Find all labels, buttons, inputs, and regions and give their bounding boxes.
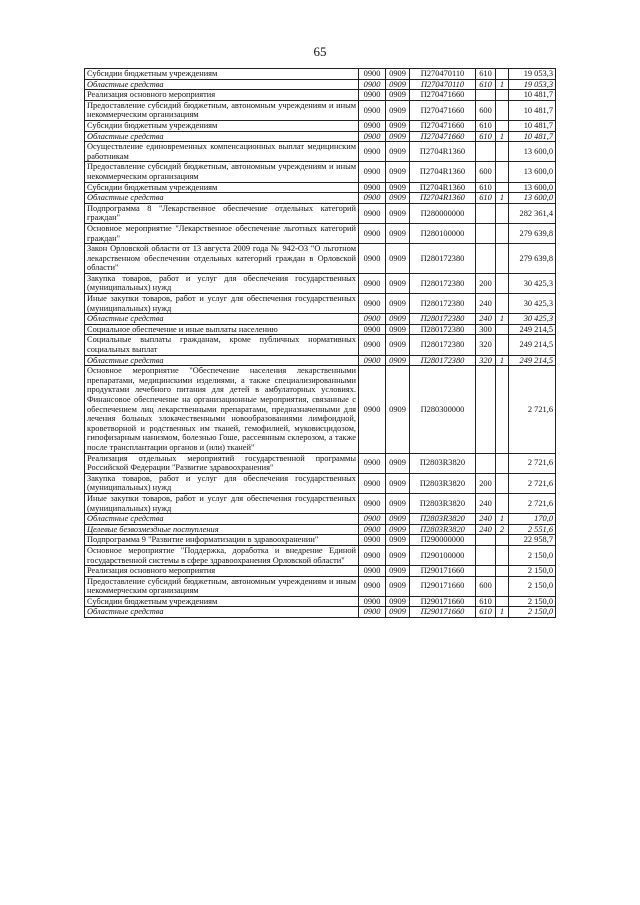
amount: 13 600,0 bbox=[509, 193, 556, 204]
target-article-code: П290000000 bbox=[410, 535, 476, 546]
expense-type-code: 610 bbox=[476, 596, 496, 607]
row-name: Основное мероприятие "Лекарственное обеспечение льготных категорий граждан" bbox=[85, 223, 359, 243]
expense-type-code: 610 bbox=[476, 131, 496, 142]
funding-source-code bbox=[496, 203, 509, 223]
row-name: Реализация основного мероприятия bbox=[85, 566, 359, 577]
funding-source-code: 1 bbox=[496, 314, 509, 325]
row-name: Подпрограмма 8 "Лекарственное обеспечение отдельных категорий граждан" bbox=[85, 203, 359, 223]
funding-source-code bbox=[496, 244, 509, 274]
expense-type-code: 240 bbox=[476, 524, 496, 535]
ministry-code: 0900 bbox=[359, 203, 386, 223]
expense-type-code: 600 bbox=[476, 576, 496, 596]
expense-type-code: 240 bbox=[476, 493, 496, 513]
table-row bbox=[85, 453, 556, 473]
section-code: 0909 bbox=[386, 355, 410, 366]
funding-source-code: 1 bbox=[496, 355, 509, 366]
row-name: Областные средства bbox=[85, 355, 359, 366]
amount: 2 150,0 bbox=[509, 545, 556, 565]
funding-source-code bbox=[496, 294, 509, 314]
target-article-code: П270470110 bbox=[410, 69, 476, 80]
table-row bbox=[85, 90, 556, 101]
funding-source-code bbox=[496, 324, 509, 335]
target-article-code: П2803R3820 bbox=[410, 473, 476, 493]
amount: 249 214,5 bbox=[509, 335, 556, 355]
page-number: 65 bbox=[313, 44, 327, 59]
funding-source-code: 1 bbox=[496, 193, 509, 204]
row-name: Субсидии бюджетным учреждениям bbox=[85, 69, 359, 80]
amount: 10 481,7 bbox=[509, 100, 556, 120]
table-row bbox=[85, 524, 556, 535]
amount: 19 053,3 bbox=[509, 69, 556, 80]
expense-type-code: 610 bbox=[476, 120, 496, 131]
target-article-code: П2704R1360 bbox=[410, 162, 476, 182]
table-row bbox=[85, 131, 556, 142]
ministry-code: 0900 bbox=[359, 223, 386, 243]
row-name: Предоставление субсидий бюджетным, автономным учреждениям и иным некоммерческим организациям bbox=[85, 100, 359, 120]
ministry-code: 0900 bbox=[359, 493, 386, 513]
ministry-code: 0900 bbox=[359, 90, 386, 101]
section-code: 0909 bbox=[386, 335, 410, 355]
amount: 2 721,6 bbox=[509, 493, 556, 513]
row-name: Основное мероприятие "Обеспечение населения лекарственными препаратами, медицинскими изделиями, а также специализированными продуктами лечебного питания для детей в амбулаторных условиях. Финансовое обеспечение на организационные мероприятия, связанные с обеспечением лиц лекарственными препаратами, предназначенными для лечения больных злокачественными новообразованиями лимфоидной, кроветворной и родственных им тканей, гемофилией, муковисцидозом, гипофизарным нанизмом, болезнью Гоше, рассеянным склерозом, а также после трансплантации органов и (или) тканей" bbox=[85, 366, 359, 453]
ministry-code: 0900 bbox=[359, 244, 386, 274]
amount: 30 425,3 bbox=[509, 273, 556, 293]
amount: 30 425,3 bbox=[509, 294, 556, 314]
ministry-code: 0900 bbox=[359, 596, 386, 607]
ministry-code: 0900 bbox=[359, 273, 386, 293]
expense-type-code: 200 bbox=[476, 473, 496, 493]
amount: 170,0 bbox=[509, 514, 556, 525]
section-code: 0909 bbox=[386, 273, 410, 293]
ministry-code: 0900 bbox=[359, 131, 386, 142]
funding-source-code bbox=[496, 453, 509, 473]
expense-type-code: 240 bbox=[476, 314, 496, 325]
expense-type-code: 600 bbox=[476, 100, 496, 120]
section-code: 0909 bbox=[386, 100, 410, 120]
row-name: Областные средства bbox=[85, 131, 359, 142]
target-article-code: П2803R3820 bbox=[410, 493, 476, 513]
target-article-code: П280300000 bbox=[410, 366, 476, 453]
section-code: 0909 bbox=[386, 524, 410, 535]
funding-source-code bbox=[496, 142, 509, 162]
expense-type-code bbox=[476, 90, 496, 101]
row-name: Закон Орловской области от 13 августа 2009 года № 942-ОЗ "О льготном лекарственном обеспечении отдельных категорий граждан в Орловской области" bbox=[85, 244, 359, 274]
target-article-code: П280172380 bbox=[410, 244, 476, 274]
section-code: 0909 bbox=[386, 223, 410, 243]
row-name: Областные средства bbox=[85, 314, 359, 325]
ministry-code: 0900 bbox=[359, 366, 386, 453]
ministry-code: 0900 bbox=[359, 535, 386, 546]
section-code: 0909 bbox=[386, 473, 410, 493]
ministry-code: 0900 bbox=[359, 576, 386, 596]
expense-type-code: 300 bbox=[476, 324, 496, 335]
row-name: Иные закупки товаров, работ и услуг для обеспечения государственных (муниципальных) нужд bbox=[85, 294, 359, 314]
funding-source-code bbox=[496, 596, 509, 607]
row-name: Предоставление субсидий бюджетным, автономным учреждениям и иным некоммерческим организациям bbox=[85, 576, 359, 596]
table-row bbox=[85, 473, 556, 493]
amount: 13 600,0 bbox=[509, 162, 556, 182]
target-article-code: П2704R1360 bbox=[410, 142, 476, 162]
ministry-code: 0900 bbox=[359, 182, 386, 193]
section-code: 0909 bbox=[386, 607, 410, 618]
expense-type-code: 320 bbox=[476, 355, 496, 366]
section-code: 0909 bbox=[386, 493, 410, 513]
amount: 10 481,7 bbox=[509, 131, 556, 142]
row-name: Целевые безвозмездные поступления bbox=[85, 524, 359, 535]
row-name: Субсидии бюджетным учреждениям bbox=[85, 182, 359, 193]
amount: 13 600,0 bbox=[509, 182, 556, 193]
ministry-code: 0900 bbox=[359, 69, 386, 80]
table-row bbox=[85, 223, 556, 243]
target-article-code: П2803R3820 bbox=[410, 524, 476, 535]
section-code: 0909 bbox=[386, 453, 410, 473]
table-row bbox=[85, 355, 556, 366]
target-article-code: П290171660 bbox=[410, 566, 476, 577]
amount: 22 958,7 bbox=[509, 535, 556, 546]
ministry-code: 0900 bbox=[359, 355, 386, 366]
ministry-code: 0900 bbox=[359, 453, 386, 473]
section-code: 0909 bbox=[386, 90, 410, 101]
target-article-code: П2803R3820 bbox=[410, 514, 476, 525]
row-name: Социальные выплаты гражданам, кроме публичных нормативных социальных выплат bbox=[85, 335, 359, 355]
table-row bbox=[85, 69, 556, 80]
table-row bbox=[85, 182, 556, 193]
section-code: 0909 bbox=[386, 120, 410, 131]
target-article-code: П290171660 bbox=[410, 607, 476, 618]
ministry-code: 0900 bbox=[359, 162, 386, 182]
row-name: Подпрограмма 9 "Развитие информатизации в здравоохранении" bbox=[85, 535, 359, 546]
funding-source-code bbox=[496, 162, 509, 182]
target-article-code: П290171660 bbox=[410, 596, 476, 607]
target-article-code: П280172380 bbox=[410, 294, 476, 314]
amount: 2 721,6 bbox=[509, 473, 556, 493]
amount: 30 425,3 bbox=[509, 314, 556, 325]
target-article-code: П270471660 bbox=[410, 131, 476, 142]
amount: 249 214,5 bbox=[509, 355, 556, 366]
target-article-code: П280172380 bbox=[410, 314, 476, 325]
expense-type-code bbox=[476, 142, 496, 162]
section-code: 0909 bbox=[386, 535, 410, 546]
ministry-code: 0900 bbox=[359, 193, 386, 204]
expense-type-code bbox=[476, 453, 496, 473]
funding-source-code bbox=[496, 273, 509, 293]
section-code: 0909 bbox=[386, 203, 410, 223]
table-row bbox=[85, 294, 556, 314]
funding-source-code bbox=[496, 335, 509, 355]
funding-source-code: 2 bbox=[496, 524, 509, 535]
ministry-code: 0900 bbox=[359, 314, 386, 325]
row-name: Иные закупки товаров, работ и услуг для обеспечения государственных (муниципальных) нужд bbox=[85, 493, 359, 513]
table-row bbox=[85, 366, 556, 453]
target-article-code: П2803R3820 bbox=[410, 453, 476, 473]
expense-type-code: 610 bbox=[476, 79, 496, 90]
expense-type-code: 610 bbox=[476, 69, 496, 80]
row-name: Основное мероприятие "Поддержка, доработка и внедрение Единой государственной системы в сфере здравоохранения Орловской области" bbox=[85, 545, 359, 565]
funding-source-code bbox=[496, 120, 509, 131]
section-code: 0909 bbox=[386, 162, 410, 182]
table-row bbox=[85, 193, 556, 204]
amount: 10 481,7 bbox=[509, 120, 556, 131]
row-name: Областные средства bbox=[85, 79, 359, 90]
table-row bbox=[85, 576, 556, 596]
funding-source-code: 1 bbox=[496, 514, 509, 525]
target-article-code: П2704R1360 bbox=[410, 182, 476, 193]
ministry-code: 0900 bbox=[359, 294, 386, 314]
ministry-code: 0900 bbox=[359, 120, 386, 131]
section-code: 0909 bbox=[386, 545, 410, 565]
table-row bbox=[85, 514, 556, 525]
table-row bbox=[85, 79, 556, 90]
table-body bbox=[85, 69, 556, 618]
row-name: Закупка товаров, работ и услуг для обеспечения государственных (муниципальных) нужд bbox=[85, 273, 359, 293]
expense-type-code bbox=[476, 244, 496, 274]
table-row bbox=[85, 244, 556, 274]
funding-source-code: 1 bbox=[496, 607, 509, 618]
table-row bbox=[85, 100, 556, 120]
row-name: Субсидии бюджетным учреждениям bbox=[85, 596, 359, 607]
ministry-code: 0900 bbox=[359, 79, 386, 90]
section-code: 0909 bbox=[386, 566, 410, 577]
section-code: 0909 bbox=[386, 366, 410, 453]
funding-source-code bbox=[496, 473, 509, 493]
expense-type-code: 320 bbox=[476, 335, 496, 355]
amount: 2 150,0 bbox=[509, 576, 556, 596]
expense-type-code bbox=[476, 223, 496, 243]
section-code: 0909 bbox=[386, 596, 410, 607]
table-row bbox=[85, 273, 556, 293]
target-article-code: П290171660 bbox=[410, 576, 476, 596]
funding-source-code bbox=[496, 182, 509, 193]
row-name: Реализация основного мероприятия bbox=[85, 90, 359, 101]
target-article-code: П280100000 bbox=[410, 223, 476, 243]
row-name: Предоставление субсидий бюджетным, автономным учреждениям и иным некоммерческим организациям bbox=[85, 162, 359, 182]
ministry-code: 0900 bbox=[359, 514, 386, 525]
target-article-code: П280000000 bbox=[410, 203, 476, 223]
funding-source-code bbox=[496, 576, 509, 596]
section-code: 0909 bbox=[386, 69, 410, 80]
table-row bbox=[85, 493, 556, 513]
funding-source-code bbox=[496, 69, 509, 80]
funding-source-code bbox=[496, 366, 509, 453]
row-name: Социальное обеспечение и иные выплаты населению bbox=[85, 324, 359, 335]
amount: 2 150,0 bbox=[509, 566, 556, 577]
row-name: Субсидии бюджетным учреждениям bbox=[85, 120, 359, 131]
amount: 19 053,3 bbox=[509, 79, 556, 90]
expense-type-code bbox=[476, 203, 496, 223]
target-article-code: П280172380 bbox=[410, 335, 476, 355]
expense-type-code: 610 bbox=[476, 607, 496, 618]
table-row bbox=[85, 335, 556, 355]
table-row bbox=[85, 120, 556, 131]
table-row bbox=[85, 324, 556, 335]
ministry-code: 0900 bbox=[359, 607, 386, 618]
ministry-code: 0900 bbox=[359, 142, 386, 162]
expense-type-code: 610 bbox=[476, 193, 496, 204]
section-code: 0909 bbox=[386, 576, 410, 596]
section-code: 0909 bbox=[386, 294, 410, 314]
target-article-code: П280172380 bbox=[410, 273, 476, 293]
ministry-code: 0900 bbox=[359, 524, 386, 535]
table-row bbox=[85, 545, 556, 565]
budget-table bbox=[84, 68, 556, 618]
target-article-code: П280172380 bbox=[410, 355, 476, 366]
section-code: 0909 bbox=[386, 182, 410, 193]
expense-type-code bbox=[476, 535, 496, 546]
table-row bbox=[85, 596, 556, 607]
section-code: 0909 bbox=[386, 314, 410, 325]
amount: 2 721,6 bbox=[509, 366, 556, 453]
ministry-code: 0900 bbox=[359, 100, 386, 120]
row-name: Осуществление единовременных компенсационных выплат медицинским работникам bbox=[85, 142, 359, 162]
target-article-code: П270471660 bbox=[410, 90, 476, 101]
amount: 10 481,7 bbox=[509, 90, 556, 101]
funding-source-code bbox=[496, 493, 509, 513]
row-name: Закупка товаров, работ и услуг для обеспечения государственных (муниципальных) нужд bbox=[85, 473, 359, 493]
funding-source-code: 1 bbox=[496, 131, 509, 142]
funding-source-code bbox=[496, 100, 509, 120]
section-code: 0909 bbox=[386, 79, 410, 90]
amount: 279 639,8 bbox=[509, 223, 556, 243]
table-row bbox=[85, 566, 556, 577]
table-row bbox=[85, 535, 556, 546]
ministry-code: 0900 bbox=[359, 545, 386, 565]
table-row bbox=[85, 162, 556, 182]
expense-type-code: 240 bbox=[476, 514, 496, 525]
table-row bbox=[85, 314, 556, 325]
section-code: 0909 bbox=[386, 514, 410, 525]
target-article-code: П270471660 bbox=[410, 120, 476, 131]
funding-source-code bbox=[496, 545, 509, 565]
amount: 2 551,6 bbox=[509, 524, 556, 535]
expense-type-code bbox=[476, 545, 496, 565]
ministry-code: 0900 bbox=[359, 335, 386, 355]
section-code: 0909 bbox=[386, 324, 410, 335]
section-code: 0909 bbox=[386, 244, 410, 274]
funding-source-code bbox=[496, 223, 509, 243]
amount: 2 150,0 bbox=[509, 596, 556, 607]
section-code: 0909 bbox=[386, 142, 410, 162]
amount: 282 361,4 bbox=[509, 203, 556, 223]
expense-type-code: 600 bbox=[476, 162, 496, 182]
funding-source-code: 1 bbox=[496, 79, 509, 90]
ministry-code: 0900 bbox=[359, 566, 386, 577]
amount: 279 639,8 bbox=[509, 244, 556, 274]
target-article-code: П280172380 bbox=[410, 324, 476, 335]
expense-type-code bbox=[476, 366, 496, 453]
target-article-code: П290100000 bbox=[410, 545, 476, 565]
expense-type-code: 200 bbox=[476, 273, 496, 293]
row-name: Реализация отдельных мероприятий государственной программы Российской Федерации "Развитие здравоохранения" bbox=[85, 453, 359, 473]
funding-source-code bbox=[496, 566, 509, 577]
ministry-code: 0900 bbox=[359, 324, 386, 335]
target-article-code: П270471660 bbox=[410, 100, 476, 120]
amount: 249 214,5 bbox=[509, 324, 556, 335]
row-name: Областные средства bbox=[85, 514, 359, 525]
row-name: Областные средства bbox=[85, 607, 359, 618]
amount: 2 721,6 bbox=[509, 453, 556, 473]
table-row bbox=[85, 142, 556, 162]
expense-type-code: 610 bbox=[476, 182, 496, 193]
row-name: Областные средства bbox=[85, 193, 359, 204]
funding-source-code bbox=[496, 535, 509, 546]
ministry-code: 0900 bbox=[359, 473, 386, 493]
amount: 13 600,0 bbox=[509, 142, 556, 162]
funding-source-code bbox=[496, 90, 509, 101]
expense-type-code: 240 bbox=[476, 294, 496, 314]
section-code: 0909 bbox=[386, 131, 410, 142]
target-article-code: П270470110 bbox=[410, 79, 476, 90]
expense-type-code bbox=[476, 566, 496, 577]
table-row bbox=[85, 203, 556, 223]
table-row bbox=[85, 607, 556, 618]
target-article-code: П2704R1360 bbox=[410, 193, 476, 204]
amount: 2 150,0 bbox=[509, 607, 556, 618]
section-code: 0909 bbox=[386, 193, 410, 204]
